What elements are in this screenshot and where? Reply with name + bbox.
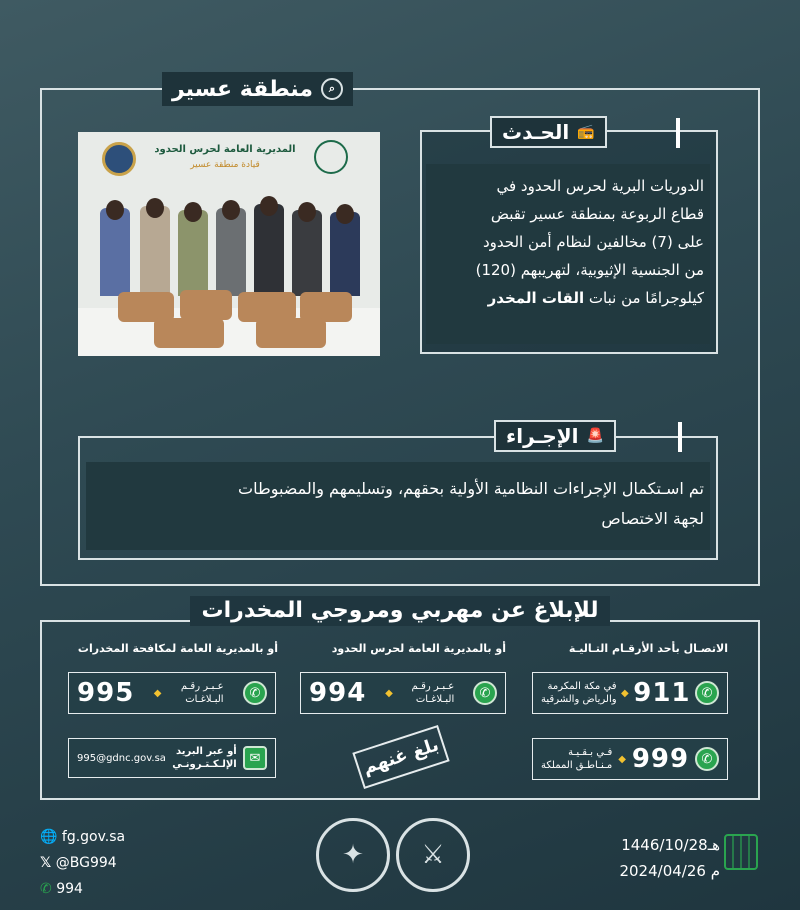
border-guard-seal-icon: ✦ xyxy=(316,818,390,892)
event-title-tab xyxy=(490,116,607,148)
col2-header: أو بالمديرية العامة لحرس الحدود xyxy=(331,642,506,655)
email-box[interactable] xyxy=(68,738,276,778)
person-figure xyxy=(254,204,284,296)
dates xyxy=(560,832,720,884)
diamond-icon: ◆ xyxy=(621,687,629,699)
desc-line: البـلاغـات xyxy=(185,694,224,705)
phone-icon: ✆ xyxy=(243,681,267,705)
action-line: تم اسـتكمال الإجراءات النظامية الأولية بحقهم، وتسليمهم والمضبوطات xyxy=(238,479,704,498)
hotline-994[interactable] xyxy=(300,672,506,714)
event-line: من الجنسية الإثيوبية، لتهريبهم (120) xyxy=(475,261,704,279)
action-title: الإجـراء xyxy=(506,424,579,448)
siren-icon: 🚨 xyxy=(586,428,604,444)
website[interactable]: fg.gov.sa xyxy=(61,829,126,845)
email-address[interactable]: 995@gdnc.gov.sa xyxy=(77,752,166,764)
desc-line: مـنـاطـق المملكة xyxy=(541,760,613,771)
desc-line: عـبـر رقـم xyxy=(180,681,224,692)
report-stamp: بلغ غنهم xyxy=(352,725,449,789)
event-highlight: القات المخدر xyxy=(487,289,585,307)
person-head xyxy=(106,200,124,220)
action-title-tab xyxy=(494,420,616,452)
phone-icon: ✆ xyxy=(40,881,52,897)
logo-left-icon xyxy=(102,142,136,176)
phone-icon: ✆ xyxy=(473,681,497,705)
desc-line: عـبـر رقـم xyxy=(411,681,455,692)
person-head xyxy=(260,196,278,216)
event-line: الدوريات البرية لحرس الحدود في xyxy=(496,177,704,195)
calendar-icon xyxy=(724,834,758,870)
photo-logo-line1: المديرية العامة لحرس الحدود xyxy=(154,144,296,155)
person-head xyxy=(222,200,240,220)
person-figure xyxy=(330,212,360,296)
hotline-911-number: 911 xyxy=(633,678,691,708)
desc-line: والرياض والشرقية xyxy=(541,694,617,705)
phone-icon: ✆ xyxy=(695,747,719,771)
hijri-date: 1446/10/28هـ xyxy=(621,836,720,854)
person-figure xyxy=(292,210,322,296)
event-text xyxy=(428,172,704,312)
khat-sack xyxy=(256,318,326,348)
person-figure xyxy=(178,210,208,296)
hotline-995-number: 995 xyxy=(77,678,135,708)
search-map-icon: ⌕ xyxy=(321,78,343,100)
khat-sack xyxy=(180,290,232,320)
mail-icon: ✉ xyxy=(243,746,267,770)
khat-sack xyxy=(154,318,224,348)
diamond-icon: ◆ xyxy=(618,753,626,765)
action-text xyxy=(92,474,704,534)
person-figure xyxy=(216,208,246,296)
event-line-last xyxy=(428,284,704,312)
desc-line: في مكة المكرمة xyxy=(547,681,617,692)
hotline-999-number: 999 xyxy=(631,744,690,774)
saudi-emblem-icon: ⚔ xyxy=(396,818,470,892)
event-line: قطاع الربوعة بمنطقة عسير تقبض xyxy=(490,205,704,223)
desc-line: البـلاغـات xyxy=(415,694,455,705)
hotline-994-number: 994 xyxy=(309,678,367,708)
hotline-911-desc xyxy=(541,680,617,706)
person-head xyxy=(146,198,164,218)
event-title: الحـدث xyxy=(502,120,570,144)
report-title: للإبلاغ عن مهربي ومروجي المخدرات xyxy=(190,596,610,626)
phone-icon: ✆ xyxy=(695,681,719,705)
hotline-995-desc xyxy=(181,680,224,706)
desc-line: أو عبر البريد xyxy=(175,746,237,757)
phone-row[interactable] xyxy=(40,876,125,902)
person-head xyxy=(184,202,202,222)
seizure-photo xyxy=(78,132,380,356)
x-row[interactable] xyxy=(40,850,125,876)
person-figure xyxy=(140,206,170,296)
footer-links xyxy=(40,824,125,902)
col1-header: الاتصـال بأحد الأرقـام التـاليـة xyxy=(568,642,728,655)
logo-right-icon xyxy=(314,140,348,174)
diamond-icon: ◆ xyxy=(385,687,393,699)
photo-logo-line2: قيادة منطقة عسير xyxy=(190,160,260,170)
event-line: على (7) مخالفين لنظام أمن الحدود xyxy=(482,233,704,251)
region-title-tab xyxy=(162,72,353,106)
hotline-994-desc xyxy=(412,680,455,706)
footer-phone[interactable]: 994 xyxy=(56,881,83,897)
hotline-911[interactable] xyxy=(532,672,728,714)
radio-icon: 📻 xyxy=(577,124,595,140)
event-tab-marker xyxy=(676,118,680,148)
person-figure xyxy=(100,208,130,296)
x-icon: 𝕏 xyxy=(40,855,52,871)
hotline-999-desc xyxy=(541,746,612,772)
action-line: لجهة الاختصاص xyxy=(601,509,704,528)
desc-line: الإلـكـتـرونـي xyxy=(172,759,237,770)
col3-header: أو بالمديرية العامة لمكافحة المخدرات xyxy=(77,642,278,655)
person-head xyxy=(298,202,316,222)
hotline-995[interactable] xyxy=(68,672,276,714)
person-head xyxy=(336,204,354,224)
event-line: كيلوجرامًا من نبات xyxy=(588,289,704,307)
globe-icon: 🌐 xyxy=(40,829,58,845)
desc-line: فـي بـقـيـة xyxy=(568,747,613,758)
action-tab-marker xyxy=(678,422,682,452)
region-title: منطقة عسير xyxy=(172,76,313,102)
diamond-icon: ◆ xyxy=(153,687,162,699)
greg-date: 2024/04/26 م xyxy=(619,862,720,880)
hotline-999[interactable] xyxy=(532,738,728,780)
email-desc xyxy=(172,745,237,771)
website-row[interactable] xyxy=(40,824,125,850)
x-handle[interactable]: @BG994 xyxy=(55,855,117,871)
